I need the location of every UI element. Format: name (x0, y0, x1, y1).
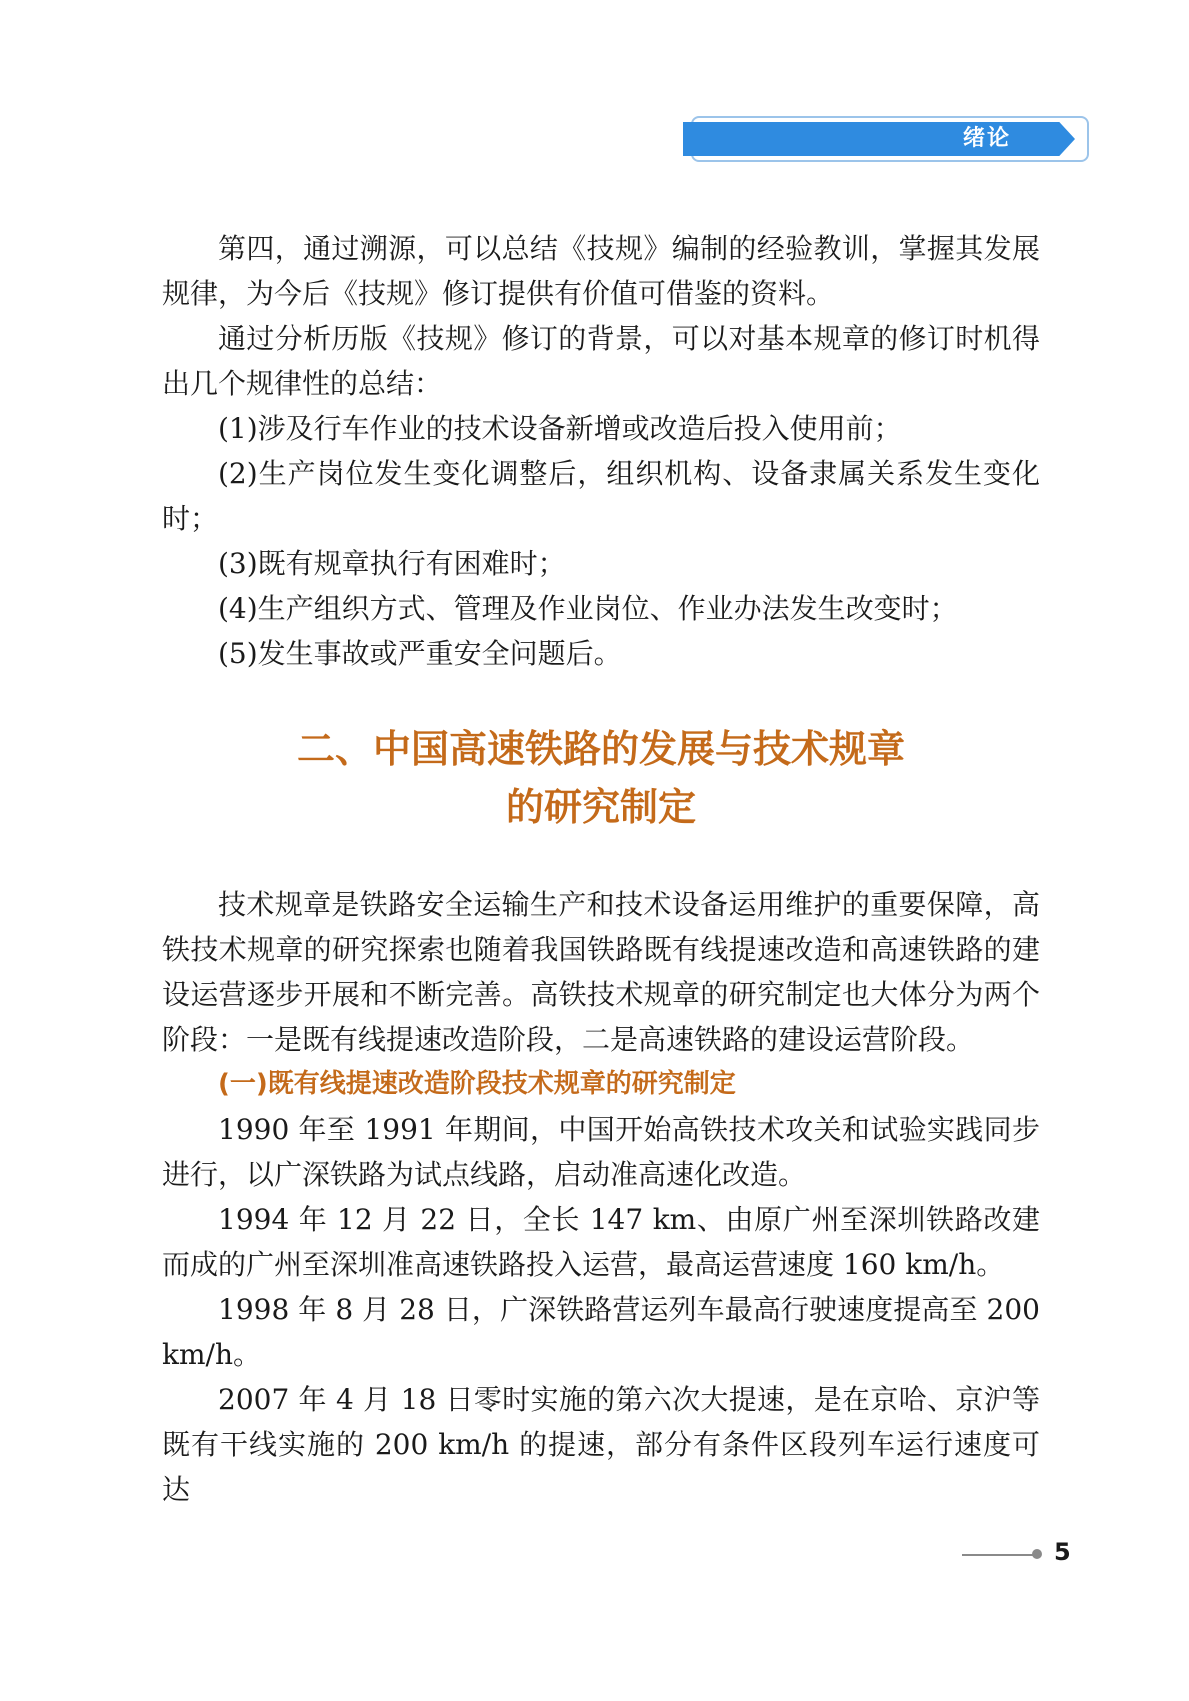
section-title (162, 720, 1040, 836)
intro-paragraph-2: 通过分析历版《技规》修订的背景，可以对基本规章的修订时机得出几个规律性的总结： (162, 322, 1040, 400)
chapter-label: 绪论 (963, 126, 1012, 151)
footer-dot (1032, 1549, 1042, 1559)
chapter-tab (683, 116, 1097, 162)
list-item-4: (4)生产组织方式、管理及作业岗位、作业办法发生改变时； (218, 592, 958, 625)
intro-paragraph-1: 第四，通过溯源，可以总结《技规》编制的经验教训，掌握其发展规律，为今后《技规》修订提供有价值可借鉴的资料。 (162, 232, 1040, 310)
footer-rule (962, 1554, 1034, 1556)
subsection-paragraph-3: 1998 年 8 月 28 日，广深铁路营运列车最高行驶速度提高至 200 km/h。 (162, 1293, 1040, 1371)
list-item-5: (5)发生事故或严重安全问题后。 (218, 637, 622, 670)
page-number: 5 (1054, 1538, 1071, 1566)
list-item-3: (3)既有规章执行有困难时； (218, 547, 566, 580)
subsection-paragraph-4: 2007 年 4 月 18 日零时实施的第六次大提速，是在京哈、京沪等既有干线实施的 200 km/h 的提速，部分有条件区段列车运行速度可达 (162, 1383, 1040, 1506)
chapter-tab-fill (683, 122, 1075, 156)
section-title-line-2: 的研究制定 (505, 785, 696, 829)
subsection-paragraph-2: 1994 年 12 月 22 日，全长 147 km、由原广州至深圳铁路改建而成的广州至深圳准高速铁路投入运营，最高运营速度 160 km/h。 (162, 1203, 1040, 1281)
list-item-1: (1)涉及行车作业的技术设备新增或改造后投入使用前； (218, 412, 902, 445)
section-title-line-1: 二、中国高速铁路的发展与技术规章 (296, 727, 905, 771)
list-item-2: (2)生产岗位发生变化调整后，组织机构、设备隶属关系发生变化时； (162, 457, 1040, 535)
section-paragraph: 技术规章是铁路安全运输生产和技术设备运用维护的重要保障，高铁技术规章的研究探索也随着我国铁路既有线提速改造和高速铁路的建设运营逐步开展和不断完善。高铁技术规章的研究制定也大体分为两个阶段：一是既有线提速改造阶段，二是高速铁路的建设运营阶段。 (162, 888, 1040, 1056)
subsection-title: (一)既有线提速改造阶段技术规章的研究制定 (218, 1069, 736, 1099)
subsection-paragraph-1: 1990 年至 1991 年期间，中国开始高铁技术攻关和试验实践同步进行，以广深铁路为试点线路，启动准高速化改造。 (162, 1113, 1040, 1191)
page-body (162, 226, 1040, 1512)
